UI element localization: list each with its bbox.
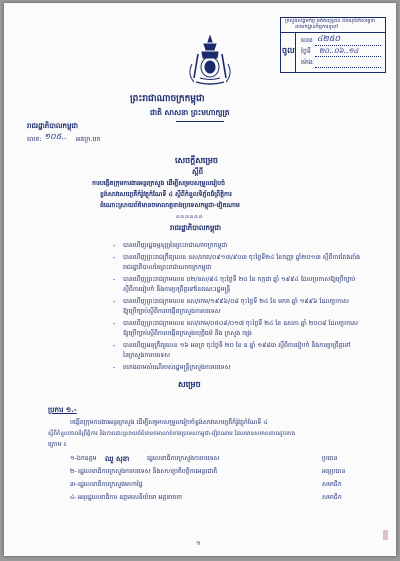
stamp-side bbox=[281, 33, 296, 72]
preamble-item: បានឃើញព្រះរាជក្រឹត្យលេខ នស/រកត/០៩១៣/៩០៣ ចុះថ្ងៃទី២៤ ខែកញ្ញា ឆ្នាំ២០១៣ ស្តីពីការតែងតាំង bbox=[123, 254, 361, 261]
preamble-item: បានឃើញរដ្ឋធម្មនុញ្ញនៃព្រះរាជាណាចក្រកម្ពុជា bbox=[123, 242, 228, 249]
ornament-divider: ಣಣಣಣಣಣ bbox=[176, 214, 204, 220]
stamp-header bbox=[281, 18, 385, 33]
edge-mark bbox=[383, 530, 388, 540]
member-number: ១-ឯកឧត្តម bbox=[70, 455, 97, 462]
motto-rule bbox=[176, 121, 224, 122]
preamble-item: យោងតាមសំណើរបស់រដ្ឋមន្ត្រីក្រសួងការបរទេស bbox=[123, 364, 231, 371]
member-role: រដ្ឋលេខាធិការក្រសួងការបរទេស និងសហប្រតិបត្តិការអន្តរជាតិ bbox=[78, 468, 218, 475]
preamble-item-cont: នៃក្រសួងការបរទេស bbox=[123, 352, 171, 359]
member-number: ៣- bbox=[70, 481, 78, 488]
decree-title-line3: ដំណោះស្រាយព័ត៌មានចមាលាត្ថខាងប្រទេសកម្ពុជា-វៀតណាម bbox=[100, 202, 240, 209]
member-role: រដ្ឋលេខាធិការក្រសួងការបរទេស bbox=[147, 455, 220, 462]
reference-label: លេខ: bbox=[27, 135, 42, 143]
page-number: ១ bbox=[196, 540, 201, 547]
national-motto: ជាតិ សាសនា ព្រះមហាក្សត្រ bbox=[150, 108, 230, 117]
stamp-date-value: ២០..០៦..១៤ bbox=[319, 47, 359, 55]
stamp-number-label: លេខ bbox=[301, 37, 313, 44]
reference-number: ១០៥.. bbox=[44, 132, 67, 141]
preamble-item-cont: ស្តីពីការរៀបចំ និងការប្រព្រឹត្តទៅនៃគណៈរដ្ឋមន្ត្រី bbox=[123, 286, 231, 293]
reference-suffix: អនក្រ.បក bbox=[76, 135, 101, 143]
preamble-item: បានឃើញព្រះរាជក្រមលេខ នស/រកម/០៥០៨/០១៧ ចុះថ្ងៃទី ២៤ ខែ ឧសភា ឆ្នាំ ២០០៨ ដែលប្រកាស bbox=[123, 320, 358, 327]
issuer-name: រាជរដ្ឋាភិបាលកម្ពុជា bbox=[27, 122, 79, 130]
stamp-ministry: ក្រសួងសង្គមកិច្ច អតីតយុទ្ធជន និងយុវនីតិសម្បទា bbox=[285, 18, 376, 24]
issuer-repeat: រាជរដ្ឋាភិបាលកម្ពុជា bbox=[170, 224, 222, 232]
decides-heading: សម្រេច bbox=[178, 380, 201, 389]
preamble-item: បានឃើញព្រះរាជក្រមលេខ នស/រកម/១៩៩៦/០៨ ចុះថ្ងៃទី ២៤ ខែ មករា ឆ្នាំ ១៩៩៦ ដែលប្រកាស bbox=[123, 298, 349, 305]
registration-stamp bbox=[280, 17, 386, 73]
stamp-time-label: ម៉ោង bbox=[301, 59, 313, 66]
stamp-department: នាយកដ្ឋានកិច្ចការទូទៅ bbox=[295, 24, 338, 30]
article-label: ប្រការ ១.- bbox=[48, 406, 77, 414]
article-text-line2: ស្តីពីកំនួលភាពដ៏ព្រឹត្តិការ និងការដោះស្រាយព័ត៌មានចមាលាត់ខាងប្រទេសកម្ពុជា-វៀតណាម ដែលមានសមាសភាពដូចខាង bbox=[48, 431, 295, 437]
member-number: ២- bbox=[70, 468, 77, 475]
member-name: ឈួ សុខា bbox=[105, 455, 130, 463]
decree-title-line1: ការបង្កើតក្រុមការងារអន្តរក្រសួង ដើម្បីសម្របសម្រួលរៀបចំ bbox=[92, 180, 226, 187]
preamble-item-cont: រាជរដ្ឋាភិបាលនៃព្រះរាជាណាចក្រកម្ពុជា bbox=[123, 264, 212, 271]
decree-type: សេចក្តីសម្រេច bbox=[175, 156, 219, 165]
article-text-line1: បង្កើតក្រុមការងារអន្តរក្រសួង ដើម្បីសម្របសម្រួលរៀបចំខ្ទង់សាវសេយ្យគឺកំរ៉ូវត្ថុកំណែទី ៤ bbox=[70, 419, 268, 426]
member-role: អនុរដ្ឋលេខាធិការ ឧត្តមសេនីយ៍ទោ អគ្គនាយក bbox=[78, 494, 183, 501]
stamp-number-value: ៤២៥០ bbox=[317, 34, 341, 43]
member-number: ៤- bbox=[70, 494, 77, 501]
royal-coat-of-arms-icon bbox=[184, 34, 236, 86]
member-position: ប្រធាន bbox=[322, 455, 338, 462]
stamp-date-label: ថ្ងៃទី bbox=[301, 48, 311, 55]
decree-about: ស្តីពី bbox=[192, 168, 204, 176]
preamble-item: បានឃើញអនុក្រឹត្យលេខ ១៦ អនក្រ ចុះថ្ងៃទី ២០ ខែ ឧ ឆ្នាំ ១៩៨៣ ស្តីពីការរៀបចំ និងការប្រព្រឹត្តទៅ bbox=[123, 342, 351, 349]
member-position: សមាជិក bbox=[322, 494, 342, 501]
preamble-item-cont: ឱ្យប្រើច្បាប់ស្តីពីការបង្កើតក្រសួងការបរទេស bbox=[123, 308, 221, 315]
decree-title-line2: ខ្ទង់សាវសេយ្យគឺកំរ៉ូវត្ថុកំណែទី ៤ ស្តីពីកំនួលទិភ្ញ័ពដ៏ព្រឹត្តិការ bbox=[100, 191, 232, 198]
stamp-side-label: ចូល bbox=[282, 46, 295, 55]
preamble-item-cont: ឱ្យប្រើច្បាប់ស្តីពីការបង្កើតក្រសួងយុត្តិធម៌ និង ក្រសួង កង្រ bbox=[123, 330, 252, 337]
member-position: អនុប្រធាន bbox=[322, 468, 346, 475]
member-position: សមាជិក bbox=[322, 481, 342, 488]
preamble-item: បានឃើញព្រះរាជក្រមលេខ ០២/នស/៩៤ ចុះថ្ងៃទី ២០ ខែ កក្កដា ឆ្នាំ ១៩៩៤ ដែលប្រកាសឱ្យប្រើច្បាប់ bbox=[123, 276, 356, 283]
article-text-line3: ក្រោម ៖ bbox=[48, 441, 67, 448]
member-role: រដ្ឋលេខាធិការក្រសួងមហាផ្ទៃ bbox=[78, 481, 143, 488]
kingdom-title: ព្រះរាជាណាចក្រកម្ពុជា bbox=[130, 94, 205, 104]
